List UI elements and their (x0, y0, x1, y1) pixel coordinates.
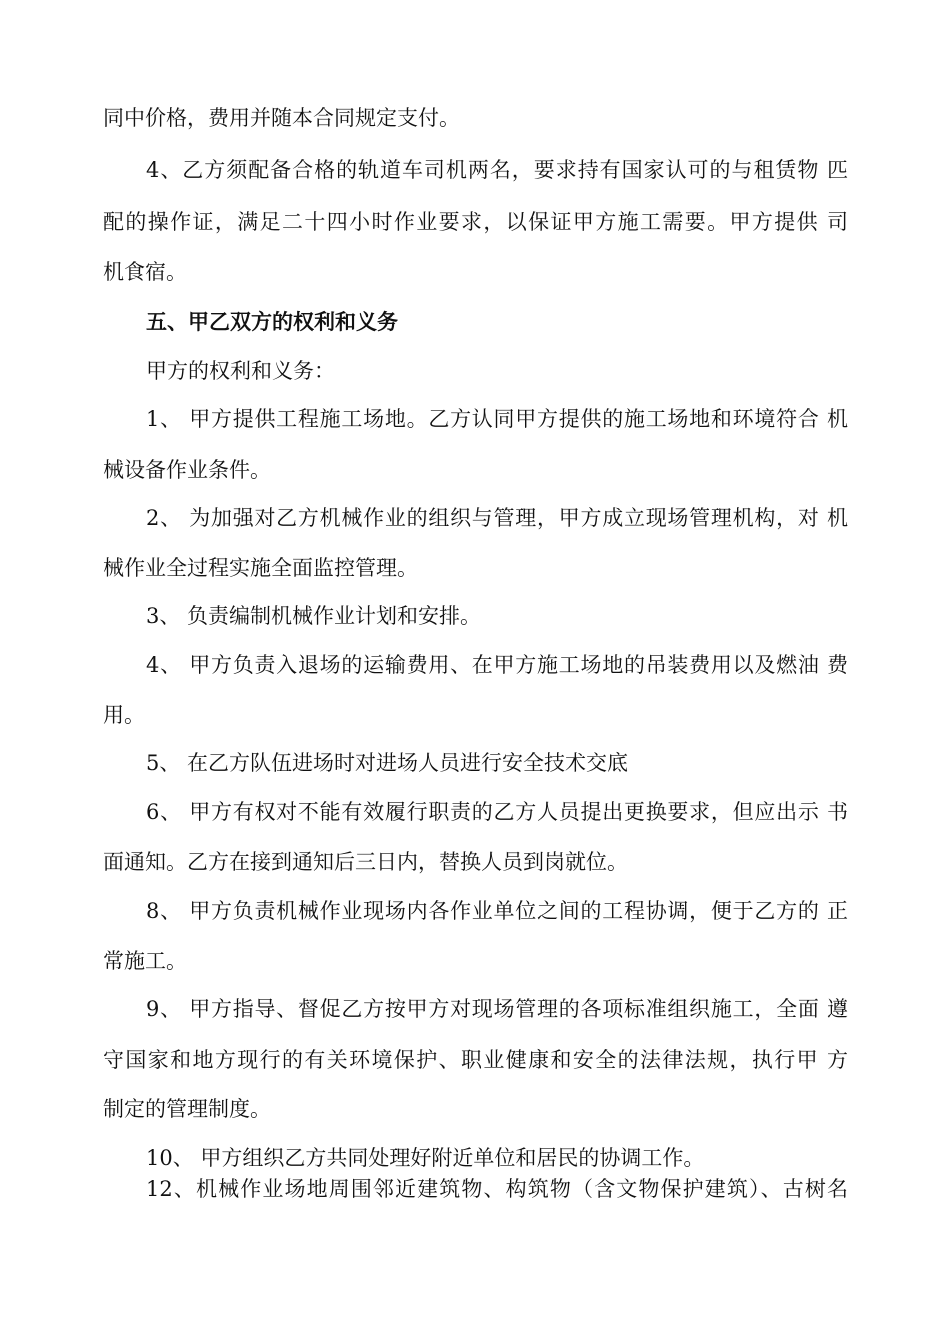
paragraph-line: 面通知。乙方在接到通知后三日内，替换人员到岗就位。 (103, 850, 628, 874)
paragraph-line: 守国家和地方现行的有关环境保护、职业健康和安全的法律法规，执行甲 方 (103, 1048, 848, 1072)
paragraph-line: 4、乙方须配备合格的轨道车司机两名，要求持有国家认可的与租赁物 匹 (146, 158, 848, 182)
paragraph-line: 制定的管理制度。 (103, 1097, 271, 1121)
paragraph-line: 3、 负责编制机械作业计划和安排。 (146, 604, 482, 628)
paragraph-line: 5、 在乙方队伍进场时对进场人员进行安全技术交底 (146, 751, 629, 775)
paragraph-line: 2、 为加强对乙方机械作业的组织与管理，甲方成立现场管理机构，对 机 (146, 506, 848, 530)
paragraph-line: 12、机械作业场地周围邻近建筑物、构筑物（含文物保护建筑）、古树名 (146, 1177, 848, 1201)
paragraph-line: 械作业全过程实施全面监控管理。 (103, 556, 418, 580)
paragraph-line: 配的操作证，满足二十四小时作业要求，以保证甲方施工需要。甲方提供 司 (103, 210, 848, 234)
paragraph-line: 机食宿。 (103, 260, 187, 284)
paragraph-line: 1、 甲方提供工程施工场地。乙方认同甲方提供的施工场地和环境符合 机 (146, 407, 848, 431)
paragraph-line: 6、 甲方有权对不能有效履行职责的乙方人员提出更换要求，但应出示 书 (146, 800, 848, 824)
section-heading: 五、甲乙双方的权利和义务 (146, 309, 398, 334)
paragraph-line: 4、 甲方负责入退场的运输费用、在甲方施工场地的吊装费用以及燃油 费 (146, 653, 848, 677)
paragraph-line: 同中价格，费用并随本合同规定支付。 (103, 106, 460, 130)
paragraph-line: 9、 甲方指导、督促乙方按甲方对现场管理的各项标准组织施工，全面 遵 (146, 997, 848, 1021)
subsection-heading: 甲方的权利和义务： (146, 359, 335, 383)
paragraph-line: 常施工。 (103, 949, 187, 973)
paragraph-line: 用。 (103, 703, 145, 727)
paragraph-line: 8、 甲方负责机械作业现场内各作业单位之间的工程协调，便于乙方的 正 (146, 899, 848, 923)
paragraph-line: 械设备作业条件。 (103, 458, 271, 482)
paragraph-line: 10、 甲方组织乙方共同处理好附近单位和居民的协调工作。 (146, 1146, 705, 1170)
